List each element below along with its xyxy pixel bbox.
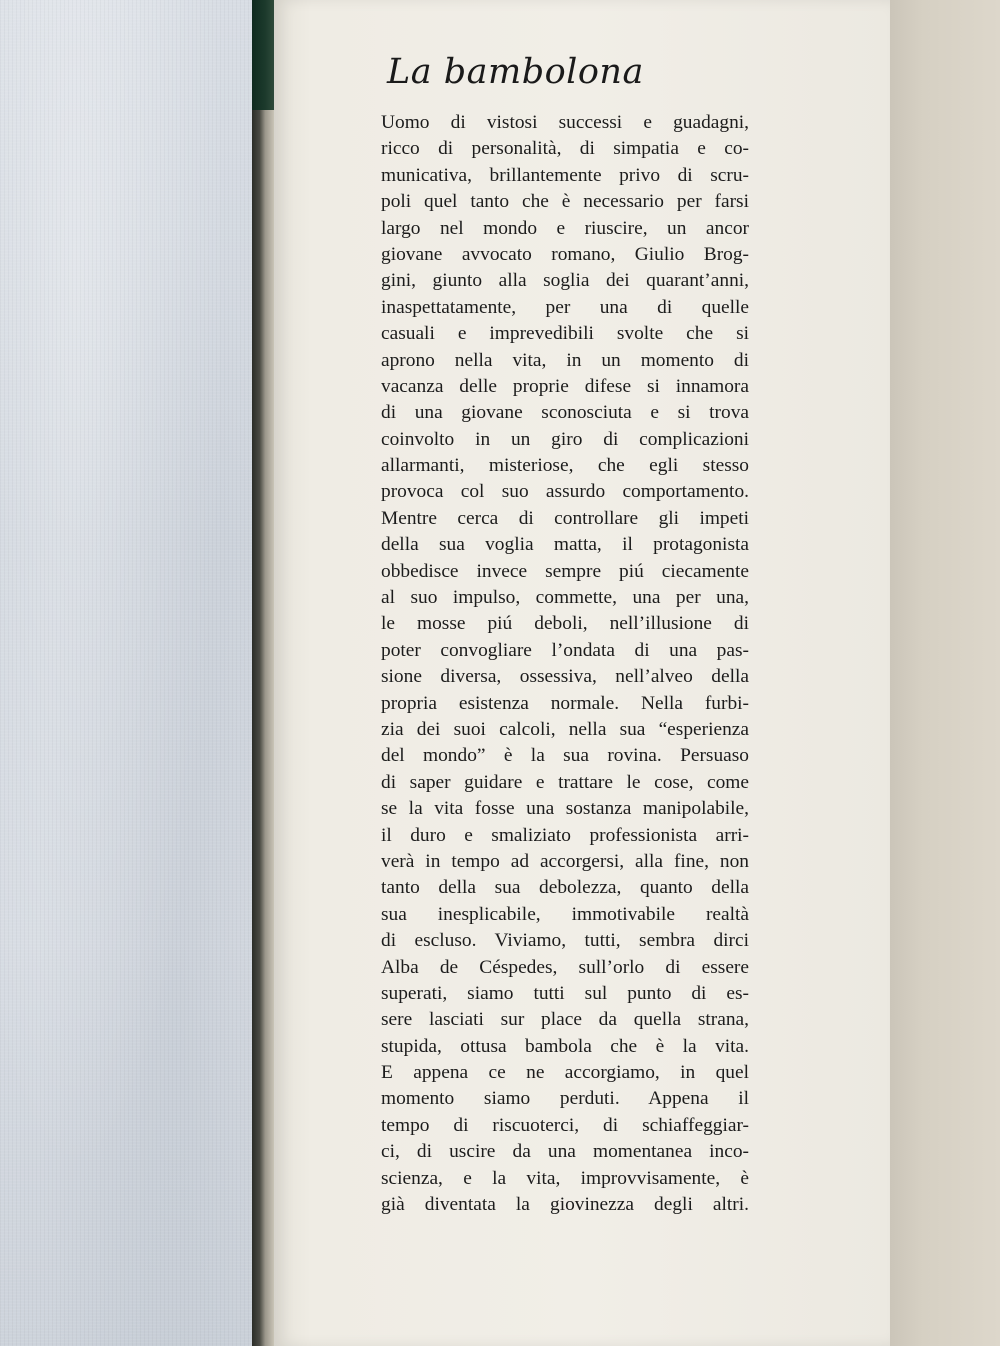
text-line: E appena ce ne accorgiamo, in quel <box>381 1062 749 1084</box>
text-line: già diventata la giovinezza degli altri. <box>381 1194 749 1216</box>
text-line: momento siamo perduti. Appena il <box>381 1088 749 1110</box>
text-line: di escluso. Viviamo, tutti, sembra dirci <box>381 930 749 952</box>
text-line: le mosse piú deboli, nell’illusione di <box>381 613 749 635</box>
text-line: se la vita fosse una sostanza manipolabile, <box>381 798 749 820</box>
text-line: vacanza delle proprie difese si innamora <box>381 375 749 397</box>
text-line: stupida, ottusa bambola che è la vita. <box>381 1035 749 1057</box>
text-line: sua inesplicabile, immotivabile realtà <box>381 903 749 925</box>
text-line: di una giovane sconosciuta e si trova <box>381 402 749 424</box>
text-line: provoca col suo assurdo comportamento. <box>381 481 749 503</box>
text-line: largo nel mondo e riuscire, un ancor <box>381 217 749 239</box>
text-line: coinvolto in un giro di complicazioni <box>381 428 749 450</box>
text-line: sione diversa, ossessiva, nell’alveo della <box>381 666 749 688</box>
text-line: municativa, brillantemente privo di scru- <box>381 164 749 186</box>
text-line: gini, giunto alla soglia dei quarant’anni, <box>381 270 749 292</box>
text-line: sere lasciati sur place da quella strana, <box>381 1009 749 1031</box>
text-line: verà in tempo ad accorgersi, alla fine, non <box>381 850 749 872</box>
text-line: poter convogliare l’ondata di una pas- <box>381 639 749 661</box>
book-page-edge <box>890 0 1000 1346</box>
text-line: tempo di riscuoterci, di schiaffeggiar- <box>381 1114 749 1136</box>
text-line: superati, siamo tutti sul punto di es- <box>381 982 749 1004</box>
text-line: del mondo” è la sua rovina. Persuaso <box>381 745 749 767</box>
text-line: obbedisce invece sempre piú ciecamente <box>381 560 749 582</box>
text-line: ci, di uscire da una momentanea inco- <box>381 1141 749 1163</box>
text-line: casuali e imprevedibili svolte che si <box>381 323 749 345</box>
text-line: tanto della sua debolezza, quanto della <box>381 877 749 899</box>
text-line: poli quel tanto che è necessario per farsi <box>381 191 749 213</box>
text-line: zia dei suoi calcoli, nella sua “esperienza <box>381 718 749 740</box>
text-line: giovane avvocato romano, Giulio Brog- <box>381 243 749 265</box>
text-line: inaspettatamente, per una di quelle <box>381 296 749 318</box>
text-line: propria esistenza normale. Nella furbi- <box>381 692 749 714</box>
text-line: aprono nella vita, in un momento di <box>381 349 749 371</box>
text-line: il duro e smaliziato professionista arri- <box>381 824 749 846</box>
text-line: di saper guidare e trattare le cose, come <box>381 771 749 793</box>
text-line: Mentre cerca di controllare gli impeti <box>381 507 749 529</box>
text-line: Alba de Céspedes, sull’orlo di essere <box>381 956 749 978</box>
book-title: La bambolona <box>387 52 644 92</box>
text-line: della sua voglia matta, il protagonista <box>381 534 749 556</box>
text-line: allarmanti, misteriose, che egli stesso <box>381 455 749 477</box>
fabric-background <box>0 0 252 1346</box>
text-line: ricco di personalità, di simpatia e co- <box>381 138 749 160</box>
text-line: scienza, e la vita, improvvisamente, è <box>381 1167 749 1189</box>
blurb-text <box>381 110 749 1218</box>
book-cover-corner <box>252 0 274 110</box>
text-line: al suo impulso, commette, una per una, <box>381 587 749 609</box>
text-line: Uomo di vistosi successi e guadagni, <box>381 112 749 133</box>
book-cover-edge <box>252 0 274 1346</box>
